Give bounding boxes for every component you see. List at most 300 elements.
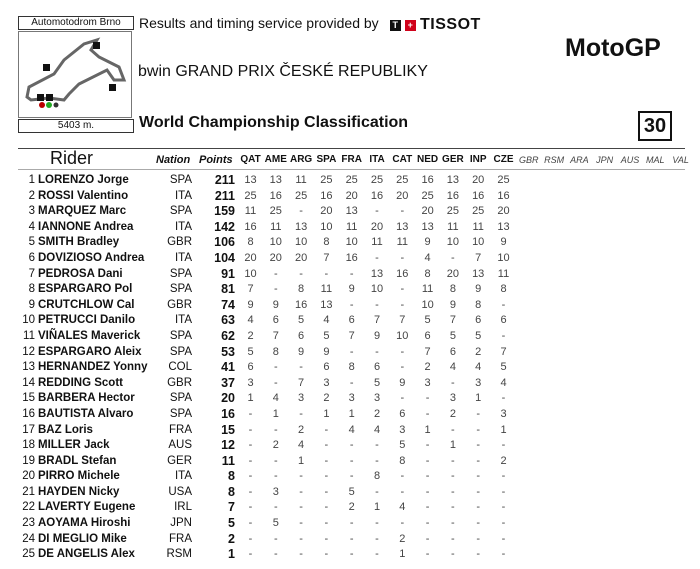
rider-nation: SPA (169, 283, 192, 296)
rider-points: 104 (214, 250, 235, 265)
race-result: 4 (247, 314, 254, 327)
rider-nation: FRA (169, 423, 192, 436)
race-result: 5 (373, 376, 381, 389)
rider-name: DOVIZIOSO Andrea (38, 251, 145, 264)
race-result: - (451, 454, 455, 467)
race-result: 2 (272, 439, 279, 452)
race-result: 3 (323, 376, 330, 389)
rider-points: 5 (228, 516, 235, 531)
rider-position: 5 (28, 236, 35, 249)
race-result: - (324, 423, 329, 436)
table-header (0, 150, 700, 168)
rider-nation: ITA (174, 220, 192, 233)
rider-name: BARBERA Hector (38, 392, 135, 405)
race-result: 20 (269, 251, 282, 264)
race-column-header: MAL (646, 155, 665, 165)
rider-points: 11 (221, 453, 235, 468)
race-result: - (375, 251, 379, 264)
table-row (0, 329, 700, 345)
rider-points: 81 (221, 282, 235, 297)
race-result: 7 (399, 314, 406, 327)
race-result: 3 (272, 485, 279, 498)
rider-name: PIRRO Michele (38, 470, 120, 483)
table-row (0, 516, 700, 532)
race-column-header: GBR (519, 155, 539, 165)
rider-name: PEDROSA Dani (38, 267, 123, 280)
race-result: 9 (247, 298, 254, 311)
race-result: - (400, 251, 405, 264)
race-result: 20 (446, 267, 460, 280)
race-result: - (400, 205, 405, 218)
race-result: - (349, 517, 354, 530)
race-result: 2 (298, 423, 305, 436)
race-result: 3 (247, 376, 254, 389)
rider-position: 25 (22, 548, 35, 561)
race-result: - (476, 407, 481, 420)
rider-position: 8 (28, 283, 35, 296)
race-result: - (375, 345, 379, 358)
race-result: - (299, 267, 303, 280)
race-result: 25 (294, 189, 308, 202)
race-result: 4 (424, 251, 431, 264)
rider-name: LORENZO Jorge (38, 174, 129, 186)
rider-nation: AUS (168, 439, 192, 452)
table-row (0, 360, 700, 376)
race-result: 20 (421, 205, 434, 218)
race-result: 13 (370, 267, 384, 280)
table-row (0, 220, 700, 236)
race-column-header: SPA (316, 154, 337, 165)
table-row (0, 391, 700, 407)
race-result: 25 (421, 189, 434, 202)
race-result: 6 (449, 345, 456, 358)
tissot-logo (390, 16, 481, 34)
race-result: - (400, 392, 405, 405)
rider-points: 15 (221, 422, 235, 437)
race-result: 4 (399, 501, 406, 514)
race-result: 8 (272, 345, 279, 358)
race-result: - (501, 439, 506, 452)
race-result: 7 (323, 251, 330, 264)
race-result: 11 (447, 220, 459, 233)
race-result: - (476, 485, 481, 498)
rider-nation: SPA (169, 345, 192, 358)
race-result: - (299, 532, 303, 545)
race-result: - (400, 361, 405, 374)
race-result: 6 (298, 329, 305, 342)
rider-position: 2 (28, 189, 35, 202)
rider-position: 15 (22, 392, 35, 405)
swiss-cross-icon: + (405, 20, 416, 31)
race-result: - (248, 470, 253, 483)
race-result: 3 (475, 376, 482, 389)
race-result: - (273, 470, 278, 483)
race-result: 7 (247, 283, 254, 296)
race-result: 10 (497, 251, 510, 264)
rider-position: 21 (22, 485, 35, 498)
rider-position: 11 (23, 329, 35, 342)
race-result: 6 (424, 329, 431, 342)
race-result: - (273, 501, 278, 514)
race-result: 10 (244, 267, 257, 280)
race-result: - (248, 439, 253, 452)
race-result: 7 (373, 314, 381, 327)
race-result: 20 (244, 251, 257, 264)
rider-points: 106 (214, 235, 235, 250)
rider-name: VIÑALES Maverick (38, 329, 141, 342)
race-result: - (273, 267, 278, 280)
race-result: 13 (294, 220, 308, 233)
race-result: 11 (396, 236, 408, 249)
race-result: 6 (373, 361, 381, 374)
race-result: 8 (399, 454, 406, 467)
race-result: 11 (270, 220, 282, 233)
race-result: - (425, 517, 430, 530)
race-result: - (476, 470, 481, 483)
race-result: 7 (424, 345, 431, 358)
rider-name: PETRUCCI Danilo (38, 314, 136, 327)
tissot-t-icon: T (390, 20, 401, 31)
rider-name: ESPARGARO Pol (38, 283, 133, 296)
rider-name: ROSSI Valentino (38, 189, 129, 202)
race-result: 3 (298, 392, 305, 405)
race-result: 2 (373, 407, 381, 420)
race-result: 16 (294, 298, 308, 311)
race-result: - (375, 454, 379, 467)
rider-name: SMITH Bradley (38, 236, 120, 249)
race-result: 9 (424, 236, 431, 249)
race-result: - (501, 532, 506, 545)
rider-position: 9 (28, 298, 35, 311)
rider-name: MARQUEZ Marc (38, 205, 127, 218)
rider-points: 12 (221, 438, 235, 453)
rider-nation: FRA (169, 532, 192, 545)
race-column-header: QAT (240, 154, 261, 165)
race-result: 6 (247, 361, 254, 374)
race-result: - (349, 439, 354, 452)
table-row (0, 454, 700, 470)
race-result: 4 (500, 376, 507, 389)
race-result: 6 (500, 314, 507, 327)
rider-nation: IRL (174, 501, 192, 514)
race-result: - (501, 392, 506, 405)
race-result: - (324, 517, 329, 530)
race-result: 1 (424, 423, 431, 436)
rider-name: BAUTISTA Alvaro (38, 407, 134, 420)
divider (18, 169, 685, 170)
race-result: - (273, 283, 278, 296)
rider-points: 159 (214, 204, 235, 219)
race-result: 16 (472, 189, 485, 202)
track-layout-icon (19, 32, 131, 117)
race-result: 8 (424, 267, 431, 280)
race-result: 9 (272, 298, 279, 311)
rider-name: CRUTCHLOW Cal (38, 298, 135, 311)
race-result: 20 (345, 189, 358, 202)
race-result: - (273, 376, 278, 389)
race-result: 10 (345, 236, 358, 249)
rider-nation: USA (168, 485, 192, 498)
race-result: 3 (348, 392, 355, 405)
race-result: - (324, 454, 329, 467)
race-result: 11 (472, 220, 484, 233)
race-result: 10 (294, 236, 308, 249)
race-result: - (375, 548, 379, 561)
race-result: 1 (500, 423, 507, 436)
race-result: 9 (323, 345, 330, 358)
race-result: - (349, 470, 354, 483)
rider-nation: SPA (169, 205, 192, 218)
document-title: World Championship Classification (139, 114, 409, 131)
race-result: - (451, 251, 455, 264)
rider-points: 41 (221, 360, 235, 375)
race-result: 1 (272, 407, 279, 420)
race-result: 8 (475, 298, 482, 311)
race-result: 20 (472, 174, 485, 186)
race-result: 2 (247, 329, 254, 342)
rider-position: 24 (22, 532, 35, 545)
race-result: 1 (247, 392, 254, 405)
race-result: 20 (396, 189, 409, 202)
rider-position: 19 (22, 454, 35, 467)
race-result: 4 (298, 439, 305, 452)
table-row (0, 407, 700, 423)
table-row (0, 376, 700, 392)
race-result: 3 (424, 376, 431, 389)
race-result: - (375, 205, 379, 218)
rider-nation: SPA (169, 174, 192, 186)
race-result: 5 (247, 345, 254, 358)
rider-points: 1 (228, 547, 235, 562)
rider-position: 12 (22, 345, 35, 358)
rider-points: 62 (221, 328, 235, 343)
table-row (0, 235, 700, 251)
rider-points: 8 (228, 469, 235, 484)
nation-column-header: Nation (156, 154, 191, 166)
race-result: - (476, 423, 481, 436)
race-column-header: INP (469, 154, 487, 165)
race-result: 11 (371, 236, 383, 249)
race-result: - (324, 501, 329, 514)
rider-name: HAYDEN Nicky (38, 485, 120, 498)
rider-points: 7 (228, 500, 235, 515)
race-result: - (501, 485, 506, 498)
race-result: - (476, 532, 481, 545)
race-result: - (375, 485, 379, 498)
race-result: - (476, 548, 481, 561)
race-result: - (299, 517, 303, 530)
table-row (0, 423, 700, 439)
rider-nation: SPA (169, 267, 192, 280)
race-result: 8 (247, 236, 254, 249)
race-result: 5 (449, 329, 456, 342)
race-result: 7 (500, 345, 507, 358)
race-result: 20 (320, 205, 333, 218)
race-result: 9 (373, 329, 381, 342)
race-column-header: CZE (493, 154, 514, 165)
race-result: - (349, 532, 354, 545)
race-result: - (425, 485, 430, 498)
race-result: - (324, 267, 329, 280)
race-result: - (324, 439, 329, 452)
race-result: - (299, 548, 303, 561)
race-result: 13 (497, 220, 510, 233)
race-result: 25 (472, 205, 485, 218)
race-result: - (375, 517, 379, 530)
race-result: 7 (298, 376, 305, 389)
race-result: 25 (396, 174, 409, 186)
race-result: - (451, 485, 455, 498)
race-result: 7 (272, 329, 279, 342)
race-result: 5 (272, 517, 279, 530)
race-column-header: ITA (369, 154, 385, 165)
race-result: 4 (272, 392, 279, 405)
race-result: 16 (396, 267, 409, 280)
race-result: - (349, 376, 354, 389)
rider-nation: GBR (167, 236, 192, 249)
race-result: 1 (348, 407, 355, 420)
race-result: 11 (244, 205, 257, 218)
race-result: 13 (421, 220, 434, 233)
race-result: 9 (399, 376, 406, 389)
table-row (0, 485, 700, 501)
race-result: 20 (370, 220, 384, 233)
circuit-length: 5403 m. (18, 119, 134, 133)
rider-position: 17 (22, 423, 35, 436)
race-result: - (299, 205, 303, 218)
race-result: 13 (446, 174, 460, 186)
race-result: 6 (399, 407, 406, 420)
race-result: 1 (323, 407, 330, 420)
sponsor-name: TISSOT (420, 16, 481, 33)
race-result: 4 (449, 361, 456, 374)
rider-nation: JPN (170, 517, 192, 530)
points-column-header: Points (199, 154, 233, 166)
rider-nation: ITA (174, 251, 192, 264)
race-result: - (324, 485, 329, 498)
race-result: 2 (449, 407, 456, 420)
race-result: 16 (244, 220, 257, 233)
race-result: 10 (446, 236, 460, 249)
race-result: - (375, 532, 379, 545)
race-result: 20 (497, 205, 510, 218)
race-result: 25 (370, 174, 384, 186)
race-result: 8 (500, 283, 507, 296)
race-result: - (324, 548, 329, 561)
race-column-header: CAT (392, 154, 413, 165)
race-column-header: JPN (596, 155, 614, 165)
race-result: - (324, 532, 329, 545)
rider-name: BRADL Stefan (38, 454, 117, 467)
rider-points: 2 (228, 531, 235, 546)
race-result: 2 (323, 392, 330, 405)
race-result: 8 (348, 361, 355, 374)
race-result: 1 (373, 501, 381, 514)
rider-position: 13 (22, 361, 35, 374)
race-result: 10 (396, 329, 409, 342)
race-result: 10 (472, 236, 485, 249)
race-result: - (273, 532, 278, 545)
race-result: - (451, 501, 455, 514)
race-result: - (425, 392, 430, 405)
table-row (0, 204, 700, 220)
race-result: - (451, 548, 455, 561)
race-result: 6 (323, 361, 330, 374)
race-result: 8 (323, 236, 330, 249)
race-column-header: VAL (672, 155, 689, 165)
race-result: 1 (475, 392, 482, 405)
rider-position: 3 (28, 205, 35, 218)
race-result: - (476, 517, 481, 530)
race-result: 8 (373, 470, 381, 483)
race-result: 6 (348, 314, 355, 327)
race-result: - (451, 517, 455, 530)
race-result: 10 (320, 220, 333, 233)
race-result: 20 (294, 251, 308, 264)
rider-points: 53 (221, 344, 235, 359)
series-name: MotoGP (565, 34, 661, 62)
rider-name: BAZ Loris (38, 423, 93, 436)
race-result: 5 (399, 439, 406, 452)
race-result: 11 (320, 283, 333, 296)
rider-position: 1 (28, 174, 35, 186)
race-result: - (248, 485, 253, 498)
rider-name: ESPARGARO Aleix (38, 345, 142, 358)
race-result: 3 (373, 392, 381, 405)
circuit-name: Automotodrom Brno (18, 16, 134, 30)
race-result: 2 (399, 532, 406, 545)
race-result: 7 (475, 251, 482, 264)
race-result: 16 (421, 174, 434, 186)
race-result: - (248, 548, 253, 561)
race-result: - (400, 283, 405, 296)
race-result: 1 (399, 548, 406, 561)
race-result: 13 (345, 205, 358, 218)
race-result: - (375, 298, 379, 311)
race-result: - (400, 517, 405, 530)
race-column-header: ARA (570, 155, 589, 165)
race-result: 13 (472, 267, 485, 280)
rider-points: 91 (221, 266, 235, 281)
race-result: - (476, 439, 481, 452)
race-result: 10 (370, 283, 384, 296)
race-result: 1 (298, 454, 305, 467)
race-result: - (501, 329, 506, 342)
rider-nation: SPA (169, 329, 192, 342)
race-result: 25 (345, 174, 358, 186)
race-result: 16 (345, 251, 358, 264)
race-column-header: ARG (289, 154, 313, 165)
rider-position: 4 (28, 220, 35, 233)
rider-points: 74 (221, 297, 235, 312)
race-result: - (425, 454, 430, 467)
race-result: 9 (348, 283, 355, 296)
race-result: - (400, 298, 405, 311)
race-result: - (501, 298, 506, 311)
race-result: 10 (269, 236, 282, 249)
race-result: 25 (497, 174, 510, 186)
rider-nation: GBR (167, 376, 192, 389)
rider-column-header: Rider (50, 148, 94, 168)
race-result: 3 (399, 423, 406, 436)
race-result: - (425, 548, 430, 561)
race-result: - (425, 407, 430, 420)
rider-nation: COL (168, 361, 192, 374)
table-row (0, 282, 700, 298)
race-result: 10 (421, 298, 434, 311)
race-result: - (400, 345, 405, 358)
rider-points: 63 (221, 313, 235, 328)
